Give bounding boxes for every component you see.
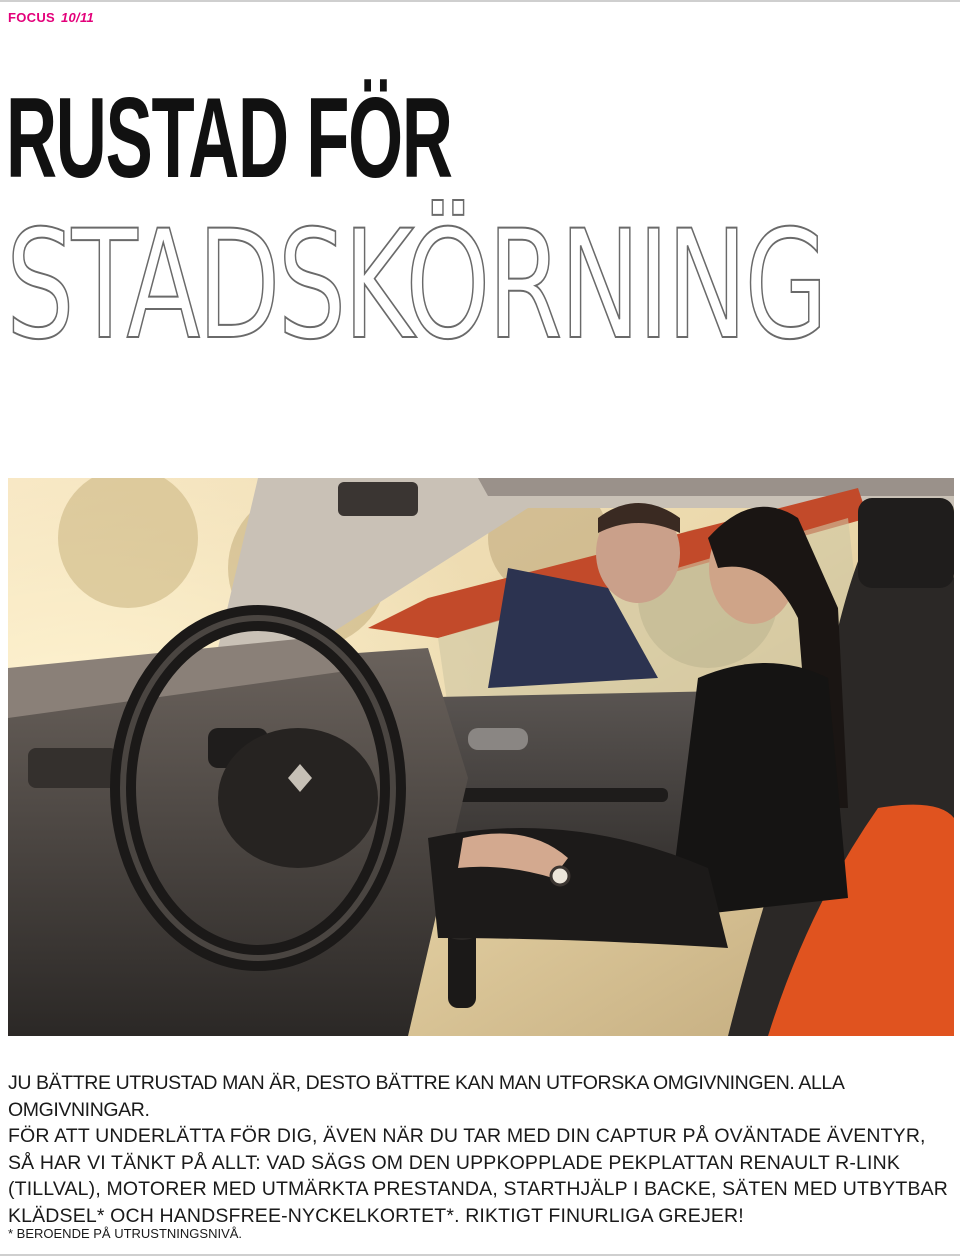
body-copy bbox=[8, 1070, 956, 1229]
headline-light: STADSKÖRNING bbox=[6, 199, 826, 373]
page-header bbox=[8, 10, 94, 25]
footnote: * BEROENDE PÅ UTRUSTNINGSNIVÅ. bbox=[8, 1226, 243, 1241]
bottom-rule bbox=[0, 1254, 960, 1256]
headline-bold: RUSTAD FÖR bbox=[6, 75, 452, 202]
main-paragraph: FÖR ATT UNDERLÄTTA FÖR DIG, ÄVEN NÄR DU TAR MED DIN CAPTUR PÅ OVÄNTADE ÄVENTYR, SÅ HAR VI TÄNKT PÅ ALLT: VAD SÄGS OM DEN UPPKOPPLADE PEKPLATTAN RENAULT R-LINK (TILLVAL), MOTORER MED UTMÄRKTA PRESTANDA, STARTHJÄLP I BACKE, SÄTEN MED UTBYTBAR KLÄDSEL* OCH HANDSFREE-NYCKELKORTET*. RIKTIGT FINURLIGA GREJER! bbox=[8, 1125, 948, 1227]
page-numbers: 10/11 bbox=[61, 10, 95, 25]
section-label: FOCUS bbox=[8, 10, 55, 25]
top-rule bbox=[0, 0, 960, 2]
car-interior-photo bbox=[8, 478, 954, 1036]
intro-paragraph: JU BÄTTRE UTRUSTAD MAN ÄR, DESTO BÄTTRE KAN MAN UTFORSKA OMGIVNINGEN. ALLA OMGIVNINGAR. bbox=[8, 1072, 844, 1121]
